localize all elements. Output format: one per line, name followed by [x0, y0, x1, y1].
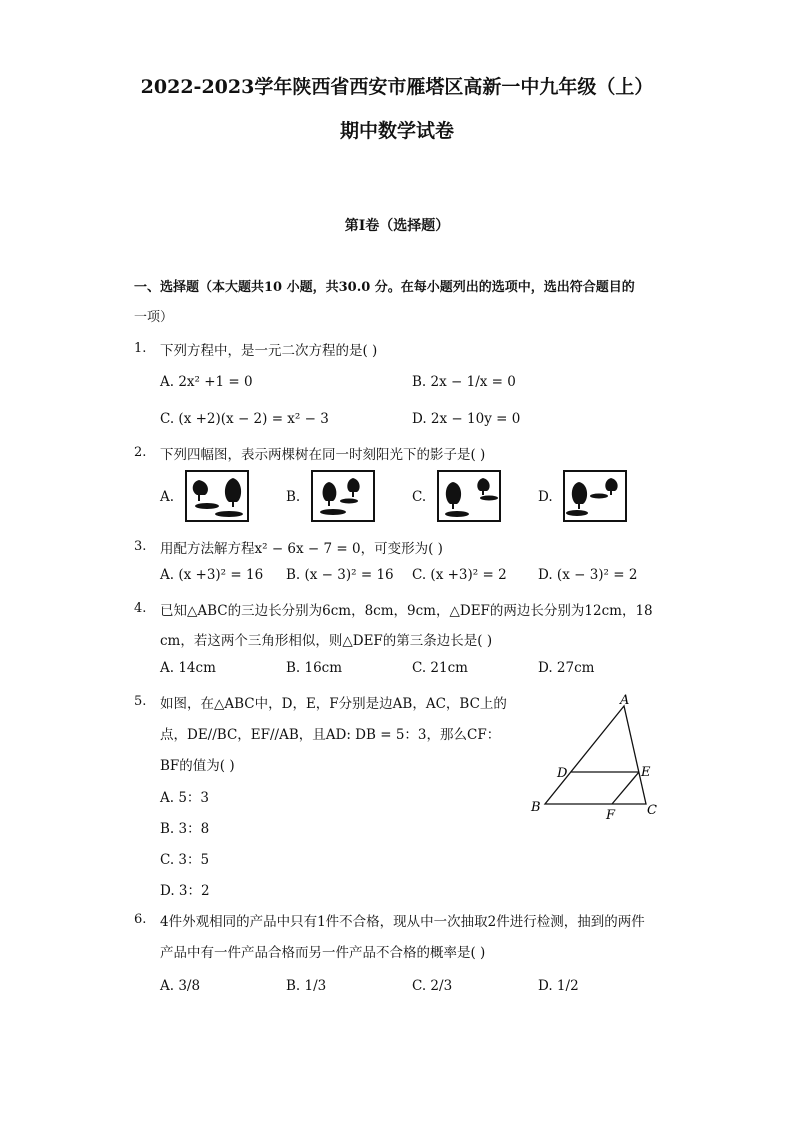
- q4-number: 4.: [134, 601, 147, 616]
- q5-text-line-2: 点，DE//BC，EF//AB，且AD: DB = 5：3，那么CF：: [160, 727, 501, 743]
- q2-text: 下列四幅图，表示两棵树在同一时刻阳光下的影子是( ): [160, 447, 486, 463]
- q5-option-a: A. 5：3: [160, 790, 210, 806]
- q4-text-line-2: cm，若这两个三角形相似，则△DEF的第三条边长是( ): [160, 633, 493, 649]
- part-heading-line-1: 一、选择题（本大题共10 小题，共30.0 分。在每小题列出的选项中，选出符合题目的: [134, 280, 635, 295]
- q6-number: 6.: [134, 912, 147, 927]
- title-line-1: 2022-2023学年陕西省西安市雁塔区高新一中九年级（上）: [140, 76, 654, 98]
- q6-text-line-1: 4件外观相同的产品中只有1件不合格，现从中一次抽取2件进行检测，抽到的两件: [160, 914, 645, 930]
- q5-text-line-3: BF的值为( ): [160, 758, 235, 774]
- q2-figure-d: [563, 470, 627, 522]
- q3-option-d: D. (x − 3)² = 2: [538, 567, 638, 583]
- q5-option-c: C. 3：5: [160, 852, 210, 868]
- q5-text-line-1: 如图，在△ABC中，D，E，F分别是边AB，AC，BC上的: [160, 696, 507, 712]
- q3-option-a: A. (x +3)² = 16: [160, 567, 264, 583]
- q5-option-b: B. 3：8: [160, 821, 210, 837]
- section-title: 第I卷（选择题）: [344, 218, 450, 234]
- q1-option-d: D. 2x − 10y = 0: [412, 411, 521, 427]
- q2-number: 2.: [134, 445, 147, 460]
- q5-number: 5.: [134, 694, 147, 709]
- figure-label-f: F: [606, 808, 616, 822]
- q2-option-d: D.: [538, 489, 553, 505]
- q1-option-a: A. 2x² +1 = 0: [160, 374, 253, 390]
- part-heading-line-2: 一项）: [134, 310, 174, 325]
- q4-text-line-1: 已知△ABC的三边长分别为6cm，8cm，9cm，△DEF的两边长分别为12cm，18: [160, 603, 653, 619]
- q2-figure-a: [185, 470, 249, 522]
- q2-option-b: B.: [286, 489, 301, 505]
- figure-label-d: D: [557, 766, 568, 781]
- figure-label-c: C: [647, 803, 657, 818]
- q5-option-d: D. 3：2: [160, 883, 210, 899]
- q5-triangle-figure: [525, 690, 665, 822]
- q3-text: 用配方法解方程x² − 6x − 7 = 0，可变形为( ): [160, 541, 443, 557]
- q6-option-a: A. 3/8: [160, 978, 201, 994]
- q3-option-c: C. (x +3)² = 2: [412, 567, 507, 583]
- q2-figure-b: [311, 470, 375, 522]
- q3-number: 3.: [134, 539, 147, 554]
- q4-option-c: C. 21cm: [412, 660, 468, 676]
- q6-option-b: B. 1/3: [286, 978, 327, 994]
- title-line-2: 期中数学试卷: [339, 120, 454, 142]
- figure-label-b: B: [531, 800, 541, 815]
- q6-option-d: D. 1/2: [538, 978, 579, 994]
- q3-option-b: B. (x − 3)² = 16: [286, 567, 394, 583]
- figure-label-a: A: [620, 693, 630, 708]
- q6-option-c: C. 2/3: [412, 978, 453, 994]
- q4-option-b: B. 16cm: [286, 660, 343, 676]
- q2-option-a: A.: [160, 489, 175, 505]
- figure-label-e: E: [641, 765, 651, 780]
- q6-text-line-2: 产品中有一件产品合格而另一件产品不合格的概率是( ): [160, 945, 486, 961]
- q1-text: 下列方程中，是一元二次方程的是( ): [160, 343, 378, 359]
- q4-option-a: A. 14cm: [160, 660, 216, 676]
- q2-figure-c: [437, 470, 501, 522]
- q1-option-b: B. 2x − 1/x = 0: [412, 374, 516, 390]
- q4-option-d: D. 27cm: [538, 660, 595, 676]
- q1-number: 1.: [134, 341, 147, 356]
- q1-option-c: C. (x +2)(x − 2) = x² − 3: [160, 411, 329, 427]
- q2-option-c: C.: [412, 489, 427, 505]
